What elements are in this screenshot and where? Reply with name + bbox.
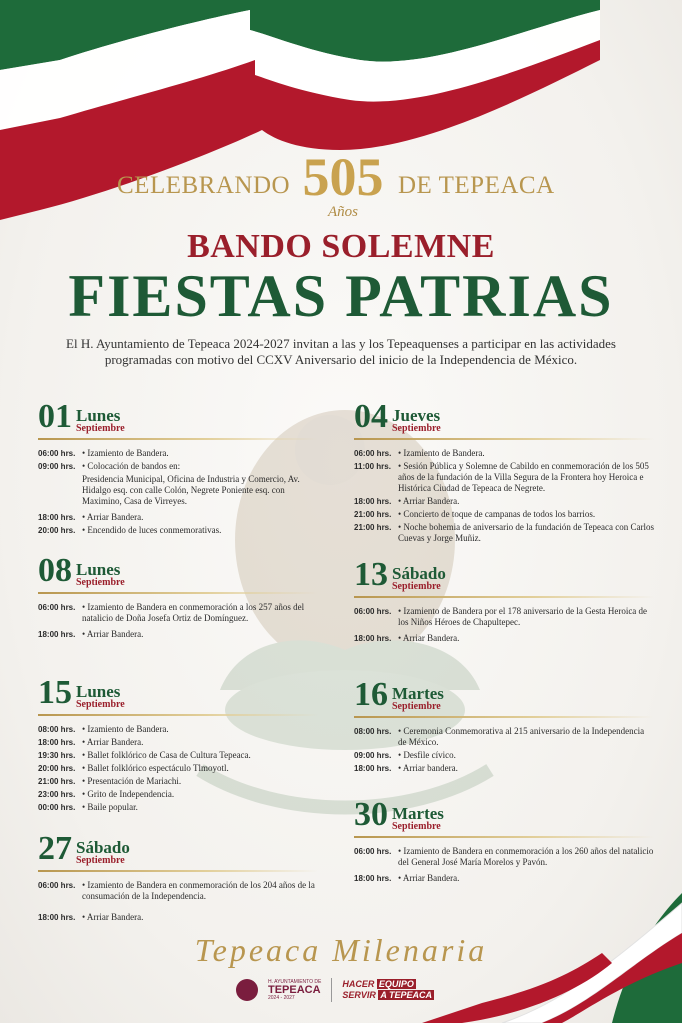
event-text: • Arriar Bandera. xyxy=(398,633,654,644)
event-time: 18:00 hrs. xyxy=(38,513,76,522)
event-time: 00:00 hrs. xyxy=(38,803,76,812)
event-time: 23:00 hrs. xyxy=(38,790,76,799)
day-weekday: Sábado xyxy=(76,838,130,857)
day-number: 15 xyxy=(38,674,72,711)
gold-divider xyxy=(38,592,318,594)
event-text: • Baile popular. xyxy=(82,802,318,813)
event-time: 18:00 hrs. xyxy=(354,634,392,643)
day-month: Septiembre xyxy=(392,821,441,832)
event-time: 20:00 hrs. xyxy=(38,764,76,773)
day-number: 16 xyxy=(354,676,388,713)
day-weekday: Martes xyxy=(392,684,444,703)
event-text: • Arriar Bandera. xyxy=(82,512,318,523)
day-number: 08 xyxy=(38,552,72,589)
event-text: • Encendido de luces conmemorativas. xyxy=(82,525,318,536)
event-time: 08:00 hrs. xyxy=(354,727,392,736)
event-text: • Arriar Bandera. xyxy=(398,873,654,884)
event-time: 06:00 hrs. xyxy=(38,449,76,458)
municipal-seal-icon xyxy=(236,979,258,1001)
event-text: • Izamiento de Bandera en conmemoración de los 204 años de la consumación de la Independencia. xyxy=(82,880,318,902)
event-text: • Izamiento de Bandera en conmemoración a los 257 años del natalicio de Doña Josefa Ortiz de Domínguez. xyxy=(82,602,318,624)
event-time: 08:00 hrs. xyxy=(38,725,76,734)
event-text: Presidencia Municipal, Oficina de Industria y Comercio, Av. Hidalgo esq. con calle Colón, Negrete Poniente esq. con Maximino, Casa de Virreyes. xyxy=(82,474,300,506)
event-text: • Izamiento de Bandera por el 178 aniversario de la Gesta Heroica de los Niños Héroes de Chapultepec. xyxy=(398,606,654,628)
event-time: 21:00 hrs. xyxy=(354,510,392,519)
event-time: 18:00 hrs. xyxy=(38,630,76,639)
de-tepeaca-label: DE TEPEACA xyxy=(398,172,555,199)
event-time: 11:00 hrs. xyxy=(354,462,391,471)
event-text: • Ceremonia Conmemorativa al 215 aniversario de la Independencia de México. xyxy=(398,726,654,748)
event-time: 20:00 hrs. xyxy=(38,526,76,535)
gold-divider xyxy=(354,836,654,838)
event-time: 09:00 hrs. xyxy=(38,462,76,471)
gold-divider xyxy=(38,714,318,716)
day-month: Septiembre xyxy=(392,701,441,712)
bando-title: BANDO SOLEMNE xyxy=(187,228,495,265)
event-text: • Izamiento de Bandera. xyxy=(82,724,318,735)
event-time xyxy=(38,474,82,507)
day-weekday: Jueves xyxy=(392,406,441,425)
day-number: 13 xyxy=(354,556,388,593)
slogan-servir: SERVIR xyxy=(342,990,376,1000)
event-text: • Arriar Bandera. xyxy=(398,496,654,507)
event-time: 06:00 hrs. xyxy=(38,603,76,612)
day-block-04 xyxy=(354,398,654,546)
day-block-13 xyxy=(354,556,654,646)
event-time: 21:00 hrs. xyxy=(354,523,392,532)
day-block-16 xyxy=(354,676,654,776)
day-weekday: Lunes xyxy=(76,406,121,425)
celebrando-label: CELEBRANDO xyxy=(117,172,291,199)
event-text: • Ballet folklórico de Casa de Cultura Tepeaca. xyxy=(82,750,318,761)
slogan-hacer: HACER xyxy=(342,979,375,989)
tepeaca-milenaria-title: Tepeaca Milenaria xyxy=(194,932,488,968)
day-block-15 xyxy=(38,674,318,815)
day-month: Septiembre xyxy=(76,577,125,588)
event-time: 06:00 hrs. xyxy=(38,881,76,890)
slogan-logo xyxy=(342,979,434,1001)
anniversary-number: 505 xyxy=(302,147,384,207)
day-weekday: Sábado xyxy=(392,564,446,583)
event-text: • Presentación de Mariachi. xyxy=(82,776,318,787)
day-number: 01 xyxy=(38,398,72,435)
day-weekday: Lunes xyxy=(76,682,121,701)
day-number: 30 xyxy=(354,796,388,833)
footer-logos xyxy=(236,978,434,1002)
gold-divider xyxy=(38,870,318,872)
event-text: • Izamiento de Bandera. xyxy=(398,448,654,459)
municipal-logo xyxy=(268,980,321,1001)
event-time: 21:00 hrs. xyxy=(38,777,76,786)
gold-divider xyxy=(38,438,318,440)
logo-years: 2024 - 2027 xyxy=(268,994,295,1001)
event-text: • Grito de Independencia. xyxy=(82,789,318,800)
event-time: 18:00 hrs. xyxy=(354,764,392,773)
event-text: • Arriar Bandera. xyxy=(82,912,318,923)
slogan-a-tepeaca: A TEPEACA xyxy=(380,990,433,1000)
event-text: • Arriar bandera. xyxy=(398,763,654,774)
event-time: 06:00 hrs. xyxy=(354,847,392,856)
event-time: 06:00 hrs. xyxy=(354,449,392,458)
event-time: 18:00 hrs. xyxy=(354,874,392,883)
gold-divider xyxy=(354,716,654,718)
event-text: • Noche bohemia de aniversario de la fundación de Tepeaca con Carlos Cuevas y Jorge Muñiz. xyxy=(398,522,654,544)
day-number: 27 xyxy=(38,830,72,867)
day-month: Septiembre xyxy=(76,699,125,710)
day-month: Septiembre xyxy=(392,423,441,434)
day-weekday: Lunes xyxy=(76,560,121,579)
event-text: • Arriar Bandera. xyxy=(82,629,318,640)
event-text: • Colocación de bandos en: xyxy=(82,461,318,472)
event-time: 18:00 hrs. xyxy=(354,497,392,506)
event-time: 18:00 hrs. xyxy=(38,913,76,922)
day-month: Septiembre xyxy=(392,581,441,592)
event-text: • Sesión Pública y Solemne de Cabildo en conmemoración de los 505 años de la fundación de la Villa Segura de la Frontera hoy Heroica e Histórica Ciudad de Tepeaca de Negrete. xyxy=(398,461,654,494)
gold-divider xyxy=(354,596,654,598)
event-text: • Izamiento de Bandera. xyxy=(82,448,318,459)
logo-name: TEPEACA xyxy=(268,983,321,996)
event-time: 06:00 hrs. xyxy=(354,607,392,616)
event-time: 09:00 hrs. xyxy=(354,751,392,760)
event-text: • Arriar Bandera. xyxy=(82,737,318,748)
event-time: 19:30 hrs. xyxy=(38,751,76,760)
event-text: • Izamiento de Bandera en conmemoración a los 260 años del natalicio del General José María Morelos y Pavón. xyxy=(398,846,654,868)
event-text: • Ballet folklórico espectáculo Tlmoyotl. xyxy=(82,763,318,774)
day-block-27 xyxy=(38,830,318,925)
day-month: Septiembre xyxy=(76,855,125,866)
fiestas-title: FIESTAS PATRIAS xyxy=(68,263,614,329)
intro-paragraph: El H. Ayuntamiento de Tepeaca 2024-2027 invitan a las y los Tepeaquenses a participar en las actividades programadas con motivo del CCXV Aniversario del inicio de la Independencia de México. xyxy=(66,336,616,367)
event-time: 18:00 hrs. xyxy=(38,738,76,747)
anos-label: Años xyxy=(328,204,358,220)
gold-divider xyxy=(354,438,654,440)
day-block-01 xyxy=(38,398,318,538)
day-block-08 xyxy=(38,552,318,642)
day-block-30 xyxy=(354,796,654,886)
slogan-equipo: EQUIPO xyxy=(378,979,414,989)
logo-separator xyxy=(331,978,332,1002)
event-text: • Desfile cívico. xyxy=(398,750,654,761)
day-weekday: Martes xyxy=(392,804,444,823)
day-month: Septiembre xyxy=(76,423,125,434)
logo-top-text: H. AYUNTAMIENTO DE xyxy=(268,978,322,985)
day-number: 04 xyxy=(354,398,388,435)
event-text: • Concierto de toque de campanas de todos los barrios. xyxy=(398,509,654,520)
